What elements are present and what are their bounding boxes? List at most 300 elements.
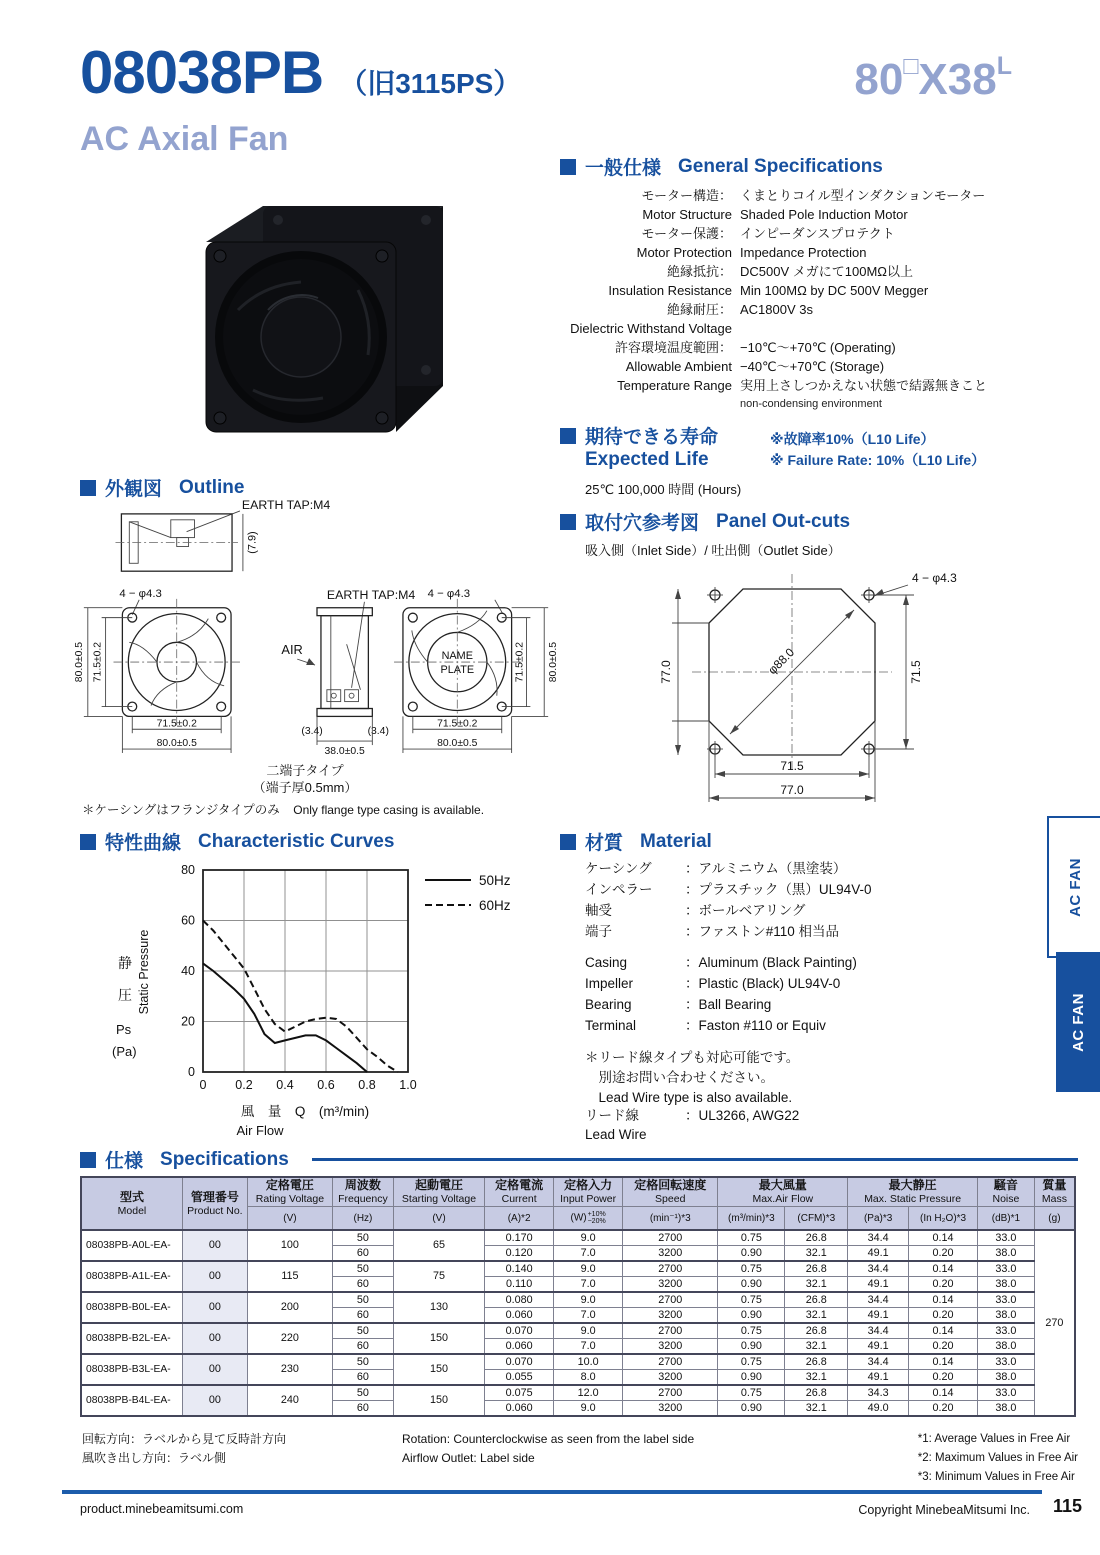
l-superscript: L	[996, 52, 1012, 80]
pressure-inh2o-cell: 0.14	[909, 1354, 978, 1370]
rotation-note-jp: 回転方向：ラベルから見て反時計方向 風吹き出し方向：ラベル側	[82, 1432, 287, 1465]
product-category: AC Axial Fan	[80, 120, 289, 158]
material-value: ：Aluminum (Black Painting)	[685, 955, 857, 970]
material-row	[585, 921, 871, 942]
general-spec-row	[560, 300, 1046, 319]
frequency-cell: 50	[333, 1354, 394, 1370]
input-power-cell: 7.0	[554, 1308, 623, 1324]
material-en-list	[585, 952, 857, 1036]
material-label: ケーシング	[585, 861, 652, 876]
y-tick-label: 0	[188, 1065, 195, 1079]
pressure-inh2o-cell: 0.14	[909, 1230, 978, 1246]
product-no-cell: 00	[182, 1292, 247, 1323]
input-power-cell: 7.0	[554, 1246, 623, 1262]
dim-80-left-label: 80.0±0.5	[73, 641, 85, 683]
pressure-pa-cell: 49.1	[848, 1339, 909, 1355]
rating-voltage-cell: 220	[247, 1323, 332, 1354]
specifications-table	[80, 1176, 1076, 1417]
general-spec-row	[560, 338, 1046, 357]
material-row	[585, 858, 871, 879]
dim-715-bottom-label: 71.5	[780, 759, 804, 773]
speed-cell: 3200	[623, 1339, 718, 1355]
current-cell: 0.060	[485, 1308, 554, 1324]
table-row	[81, 1354, 1075, 1370]
air-flow-label: AIR	[281, 642, 303, 658]
section-square-icon	[80, 480, 96, 496]
material-value: ：ボールベアリング	[685, 903, 806, 918]
col-max-static-pressure: 最大静圧 Max. Static Pressure	[848, 1177, 978, 1207]
frequency-cell: 50	[333, 1323, 394, 1339]
pressure-pa-cell: 49.1	[848, 1277, 909, 1293]
airflow-cfm-cell: 26.8	[785, 1323, 848, 1339]
spec-value: 実用上さしつかえない状態で結露無きこと	[740, 378, 988, 393]
general-spec-row	[560, 224, 1046, 243]
material-note-line: ＊リード線タイプも対応可能です。	[585, 1050, 800, 1065]
spec-label	[560, 395, 732, 414]
spec-value: AC1800V 3s	[740, 302, 813, 317]
pressure-inh2o-cell: 0.20	[909, 1246, 978, 1262]
speed-cell: 2700	[623, 1385, 718, 1401]
general-spec-row	[560, 243, 1046, 262]
product-no-cell: 00	[182, 1323, 247, 1354]
ylabel-ps: Ps	[116, 1022, 132, 1037]
frequency-cell: 50	[333, 1230, 394, 1246]
panel-outcut-drawing	[612, 560, 1048, 818]
frequency-cell: 60	[333, 1370, 394, 1386]
dim-715-bottom-rear: 71.5±0.2	[437, 718, 478, 730]
pressure-inh2o-cell: 0.14	[909, 1292, 978, 1308]
airflow-cfm-cell: 32.1	[785, 1339, 848, 1355]
dim-77-bottom-label: 77.0	[780, 783, 804, 797]
asterisk-notes	[918, 1430, 1078, 1487]
size-code: $80^□X38^L$	[854, 52, 1012, 104]
spec-label: 絶縁耐圧：	[666, 302, 732, 317]
spec-label: 絶縁抵抗：	[666, 264, 732, 279]
fan-hub	[261, 297, 341, 377]
material-jp-list	[585, 858, 871, 942]
speed-cell: 3200	[623, 1277, 718, 1293]
table-footnotes	[82, 1430, 1078, 1487]
product-no-cell: 00	[182, 1261, 247, 1292]
material-value: ：アルミニウム（黒塗装）	[685, 861, 847, 876]
table-row	[81, 1292, 1075, 1308]
dim-77-left-label: 77.0	[659, 660, 673, 684]
general-spec-row	[560, 186, 1046, 205]
airflow-cfm-cell: 32.1	[785, 1308, 848, 1324]
frequency-cell: 50	[333, 1292, 394, 1308]
old-model-number: （旧3115PS）	[339, 68, 522, 99]
current-cell: 0.055	[485, 1370, 554, 1386]
input-power-cell: 9.0	[554, 1323, 623, 1339]
airflow-m3-cell: 0.75	[718, 1354, 785, 1370]
unit-starting: (V)	[393, 1207, 484, 1231]
unit-airflow-m3: (m³/min)*3	[718, 1207, 785, 1231]
y-tick-label: 60	[181, 913, 195, 928]
spec-label: 許容環境温度範囲：	[614, 340, 732, 355]
x-tick-label: 0.4	[276, 1078, 294, 1092]
section-rule	[312, 1158, 1078, 1161]
model-cell: 08038PB-B2L-EA-	[81, 1323, 182, 1354]
dim-715-left-label: 71.5±0.2	[92, 641, 104, 683]
footer-copyright: Copyright MinebeaMitsumi Inc.	[858, 1503, 1030, 1517]
noise-cell: 38.0	[978, 1308, 1035, 1324]
pressure-inh2o-cell: 0.20	[909, 1339, 978, 1355]
pressure-pa-cell: 34.3	[848, 1385, 909, 1401]
general-spec-row	[560, 357, 1046, 376]
table-row	[81, 1230, 1075, 1246]
starting-voltage-cell: 65	[393, 1230, 484, 1261]
outline-drawing	[72, 496, 562, 759]
square-superscript: □	[903, 52, 919, 80]
col-product-no: 管理番号 Product No.	[182, 1177, 247, 1230]
model-number: 08038PB	[80, 39, 324, 106]
rating-voltage-cell: 115	[247, 1261, 332, 1292]
col-mass: 質量 Mass	[1034, 1177, 1075, 1207]
airflow-cfm-cell: 26.8	[785, 1261, 848, 1277]
airflow-m3-cell: 0.75	[718, 1230, 785, 1246]
unit-speed: (min⁻¹)*3	[623, 1207, 718, 1231]
airflow-m3-cell: 0.90	[718, 1339, 785, 1355]
noise-cell: 38.0	[978, 1339, 1035, 1355]
unit-mass: (g)	[1034, 1207, 1075, 1231]
lead-wire-spec: リード線 ：UL3266, AWG22 Lead Wire	[585, 1108, 800, 1142]
current-cell: 0.120	[485, 1246, 554, 1262]
airflow-m3-cell: 0.90	[718, 1246, 785, 1262]
noise-cell: 33.0	[978, 1385, 1035, 1401]
starting-voltage-cell: 75	[393, 1261, 484, 1292]
material-note-line: 別途お問い合わせください。	[585, 1070, 774, 1085]
current-cell: 0.080	[485, 1292, 554, 1308]
section-square-icon	[80, 1152, 96, 1168]
y-tick-label: 40	[181, 964, 195, 978]
terminal-type-note: 二端子タイプ （端子厚0.5mm）	[252, 763, 358, 795]
pressure-pa-cell: 34.4	[848, 1292, 909, 1308]
material-label: Bearing	[585, 997, 632, 1012]
dim-80-bottom-front: 80.0±0.5	[156, 738, 197, 750]
ylabel-jp-1: 静	[118, 955, 132, 971]
col-starting-voltage: 起動電圧 Starting Voltage	[393, 1177, 484, 1207]
table-row	[81, 1261, 1075, 1277]
legend-50hz-label: 50Hz	[479, 873, 511, 888]
side-tab-ac-fan-outline[interactable]: AC FAN	[1047, 816, 1100, 958]
frequency-cell: 50	[333, 1385, 394, 1401]
failure-rate-note-jp: ※故障率10%（L10 Life）	[770, 430, 935, 447]
expected-life-value: 25℃ 100,000 時間 (Hours)	[585, 482, 742, 497]
spec-value: インピーダンスプロテクト	[740, 226, 895, 241]
section-square-icon	[560, 428, 576, 444]
earth-tap-label-mid: EARTH TAP:M4	[326, 587, 416, 602]
section-square-icon	[80, 834, 96, 850]
product-no-cell: 00	[182, 1354, 247, 1385]
pressure-pa-cell: 34.4	[848, 1354, 909, 1370]
dim-38-label: 38.0±0.5	[324, 745, 365, 757]
dim-715-right-label: 71.5	[909, 660, 923, 684]
general-spec-row	[560, 262, 1046, 281]
frequency-cell: 60	[333, 1246, 394, 1262]
input-power-cell: 9.0	[554, 1292, 623, 1308]
spec-label: Motor Structure	[642, 207, 732, 222]
spec-label: Allowable Ambient	[625, 359, 732, 374]
spec-label: Dielectric Withstand Voltage	[570, 321, 732, 336]
holes-callout-label: 4 − φ4.3	[912, 571, 957, 585]
unit-noise: (dB)*1	[978, 1207, 1035, 1231]
rating-voltage-cell: 240	[247, 1385, 332, 1416]
frequency-cell: 50	[333, 1261, 394, 1277]
spec-value: non-condensing environment	[740, 398, 882, 410]
material-value: ：Plastic (Black) UL94V-0	[685, 976, 841, 991]
material-value: ：ファストン#110 相当品	[685, 924, 840, 939]
input-power-cell: 10.0	[554, 1354, 623, 1370]
unit-airflow-cfm: (CFM)*3	[785, 1207, 848, 1231]
col-input-power: 定格入力 Input Power	[554, 1177, 623, 1207]
input-power-cell: 12.0	[554, 1385, 623, 1401]
material-label: Terminal	[585, 1018, 637, 1033]
spec-value: DC500V メガにて100MΩ以上	[740, 264, 913, 279]
product-no-cell: 00	[182, 1230, 247, 1261]
earth-tap-label-top: EARTH TAP:M4	[241, 497, 331, 512]
material-value: ：プラスチック（黒）UL94V-0	[685, 882, 872, 897]
section-expected-life: 期待できる寿命 ※故障率10%（L10 Life） Expected Life ※ Failure Rate: 10%（L10 Life） 25℃ 100,000 時間 (Hours)	[560, 422, 1046, 498]
general-spec-row	[560, 281, 1046, 300]
material-row	[585, 879, 871, 900]
fan-photo	[168, 190, 468, 462]
side-tab-ac-fan-solid[interactable]: AC FAN	[1056, 952, 1100, 1092]
unit-frequency: (Hz)	[333, 1207, 394, 1231]
x-tick-label: 0.8	[358, 1078, 376, 1092]
page-number: 115	[1052, 1496, 1082, 1516]
section-square-icon	[560, 514, 576, 530]
starting-voltage-cell: 150	[393, 1323, 484, 1354]
model-cell: 08038PB-B3L-EA-	[81, 1354, 182, 1385]
pressure-pa-cell: 49.1	[848, 1308, 909, 1324]
dim-715-bottom-front: 71.5±0.2	[156, 718, 197, 730]
footer-rule	[62, 1490, 1042, 1494]
model-cell: 08038PB-A1L-EA-	[81, 1261, 182, 1292]
airflow-cfm-cell: 26.8	[785, 1292, 848, 1308]
lead-wire-note	[585, 1048, 799, 1108]
y-tick-label: 80	[181, 863, 195, 877]
spec-value: Shaded Pole Induction Motor	[740, 207, 908, 222]
xlabel-en: Air Flow	[236, 1123, 284, 1138]
airflow-cfm-cell: 32.1	[785, 1401, 848, 1417]
airflow-m3-cell: 0.90	[718, 1308, 785, 1324]
pressure-inh2o-cell: 0.20	[909, 1401, 978, 1417]
failure-rate-note-en: ※ Failure Rate: 10%（L10 Life）	[770, 452, 986, 468]
rotation-note-en: Rotation: Counterclockwise as seen from the label side Airflow Outlet: Label side	[402, 1432, 695, 1465]
general-spec-row	[560, 205, 1046, 224]
material-label: インペラー	[585, 882, 653, 897]
section-panel-outcuts: 取付穴参考図 Panel Out-cuts	[560, 508, 850, 535]
model-cell: 08038PB-B0L-EA-	[81, 1292, 182, 1323]
pressure-pa-cell: 34.4	[848, 1230, 909, 1246]
spec-label: モーター保護：	[641, 226, 732, 241]
noise-cell: 38.0	[978, 1401, 1035, 1417]
starting-voltage-cell: 150	[393, 1385, 484, 1416]
airflow-m3-cell: 0.90	[718, 1277, 785, 1293]
name-plate-line1: NAME	[441, 650, 473, 663]
col-frequency: 周波数 Frequency	[333, 1177, 394, 1207]
pressure-inh2o-cell: 0.14	[909, 1323, 978, 1339]
airflow-cfm-cell: 26.8	[785, 1354, 848, 1370]
airflow-m3-cell: 0.75	[718, 1292, 785, 1308]
material-label: Casing	[585, 955, 628, 970]
airflow-m3-cell: 0.90	[718, 1401, 785, 1417]
holes-label-front: 4 − φ4.3	[119, 587, 162, 600]
speed-cell: 2700	[623, 1292, 718, 1308]
material-row	[585, 973, 857, 994]
spec-value: −10℃～+70℃ (Operating)	[740, 340, 896, 355]
pressure-pa-cell: 49.1	[848, 1246, 909, 1262]
rating-voltage-cell: 230	[247, 1354, 332, 1385]
panel-outcuts-subtitle: 吸入側（Inlet Side）/ 吐出側（Outlet Side）	[585, 543, 841, 558]
section-outline: 外観図 Outline	[80, 474, 244, 501]
asterisk-note-line: *3: Minimum Values in Free Air	[917, 1471, 1075, 1483]
airflow-cfm-cell: 26.8	[785, 1385, 848, 1401]
col-rating-voltage: 定格電圧 Rating Voltage	[247, 1177, 332, 1207]
material-row	[585, 994, 857, 1015]
pressure-inh2o-cell: 0.20	[909, 1308, 978, 1324]
airflow-cfm-cell: 32.1	[785, 1277, 848, 1293]
noise-cell: 38.0	[978, 1277, 1035, 1293]
airflow-m3-cell: 0.90	[718, 1370, 785, 1386]
noise-cell: 33.0	[978, 1292, 1035, 1308]
starting-voltage-cell: 150	[393, 1354, 484, 1385]
pressure-pa-cell: 34.4	[848, 1323, 909, 1339]
current-cell: 0.140	[485, 1261, 554, 1277]
col-speed: 定格回転速度 Speed	[623, 1177, 718, 1207]
asterisk-note-line: *1: Average Values in Free Air	[917, 1433, 1071, 1445]
table-row	[81, 1323, 1075, 1339]
input-power-cell: 7.0	[554, 1339, 623, 1355]
ylabel-pa: (Pa)	[112, 1044, 137, 1059]
material-row	[585, 1015, 857, 1036]
dim-79-label: (7.9)	[246, 531, 259, 554]
airflow-cfm-cell: 26.8	[785, 1230, 848, 1246]
speed-cell: 2700	[623, 1323, 718, 1339]
unit-pressure-inh2o: (In H₂O)*3	[909, 1207, 978, 1231]
general-spec-row	[560, 395, 1046, 414]
section-general-specifications: 一般仕様 General Specifications	[560, 153, 883, 180]
page-title	[80, 38, 521, 107]
general-spec-row	[560, 376, 1046, 395]
current-cell: 0.075	[485, 1385, 554, 1401]
pressure-inh2o-cell: 0.20	[909, 1277, 978, 1293]
dim-34-right: (3.4)	[367, 726, 389, 738]
spec-value: Impedance Protection	[740, 245, 867, 260]
current-cell: 0.060	[485, 1401, 554, 1417]
material-value: ：Faston #110 or Equiv	[685, 1018, 826, 1033]
speed-cell: 2700	[623, 1261, 718, 1277]
noise-cell: 33.0	[978, 1354, 1035, 1370]
x-tick-label: 0.6	[317, 1078, 335, 1092]
frequency-cell: 60	[333, 1308, 394, 1324]
spec-value: Min 100MΩ by DC 500V Megger	[740, 283, 929, 298]
spec-label: Motor Protection	[636, 245, 732, 260]
input-power-cell: 9.0	[554, 1261, 623, 1277]
col-model: 型式 Model	[81, 1177, 182, 1230]
col-max-airflow: 最大風量 Max.Air Flow	[718, 1177, 848, 1207]
material-row	[585, 900, 871, 921]
diameter-88-label: φ88.0	[765, 645, 798, 678]
general-spec-list	[560, 186, 1046, 414]
unit-voltage: (V)	[247, 1207, 332, 1231]
general-spec-row	[560, 319, 1046, 338]
pressure-pa-cell: 49.0	[848, 1401, 909, 1417]
input-power-cell: 9.0	[554, 1230, 623, 1246]
input-power-cell: 7.0	[554, 1277, 623, 1293]
pressure-inh2o-cell: 0.20	[909, 1370, 978, 1386]
current-cell: 0.070	[485, 1323, 554, 1339]
noise-cell: 33.0	[978, 1230, 1035, 1246]
x-tick-label: 1.0	[399, 1078, 417, 1092]
speed-cell: 3200	[623, 1370, 718, 1386]
airflow-m3-cell: 0.75	[718, 1261, 785, 1277]
input-power-cell: 9.0	[554, 1401, 623, 1417]
current-cell: 0.070	[485, 1354, 554, 1370]
section-material: 材質 Material	[560, 828, 712, 855]
airflow-cfm-cell: 32.1	[785, 1246, 848, 1262]
material-label: Impeller	[585, 976, 634, 991]
airflow-m3-cell: 0.75	[718, 1385, 785, 1401]
starting-voltage-cell: 130	[393, 1292, 484, 1323]
unit-pressure-pa: (Pa)*3	[848, 1207, 909, 1231]
ylabel-en: Static Pressure	[137, 929, 151, 1015]
col-noise: 騒音 Noise	[978, 1177, 1035, 1207]
material-label: 軸受	[585, 903, 612, 918]
speed-cell: 3200	[623, 1401, 718, 1417]
material-label: 端子	[585, 924, 612, 939]
y-tick-label: 20	[181, 1014, 195, 1029]
casing-note: ＊ケーシングはフランジタイプのみ Only flange type casing is available.	[82, 803, 485, 817]
noise-cell: 33.0	[978, 1261, 1035, 1277]
pressure-inh2o-cell: 0.14	[909, 1385, 978, 1401]
pressure-pa-cell: 49.1	[848, 1370, 909, 1386]
section-square-icon	[560, 159, 576, 175]
x-tick-label: 0	[199, 1078, 207, 1092]
model-cell: 08038PB-B4L-EA-	[81, 1385, 182, 1416]
speed-cell: 2700	[623, 1354, 718, 1370]
section-specifications: 仕様 Specifications	[80, 1146, 1078, 1173]
section-square-icon	[560, 834, 576, 850]
series-60hz-line	[203, 921, 398, 1073]
dim-715-right-rear: 71.5±0.2	[514, 641, 526, 683]
input-power-cell: 8.0	[554, 1370, 623, 1386]
current-cell: 0.060	[485, 1339, 554, 1355]
legend-60hz-label: 60Hz	[479, 898, 511, 913]
noise-cell: 38.0	[978, 1370, 1035, 1386]
dim-34-left: (3.4)	[301, 726, 323, 738]
airflow-m3-cell: 0.75	[718, 1323, 785, 1339]
spec-value: −40℃～+70℃ (Storage)	[740, 359, 885, 374]
name-plate-line2: PLATE	[440, 663, 475, 676]
col-current: 定格電流 Current	[485, 1177, 554, 1207]
ylabel-jp-2: 圧	[118, 987, 132, 1003]
spec-label: モーター構造：	[641, 188, 732, 203]
unit-input-power: (W) +10% −20%	[554, 1207, 623, 1231]
material-note-line: Lead Wire type is also available.	[585, 1090, 793, 1105]
footer-url[interactable]: product.minebeamitsumi.com	[80, 1502, 244, 1516]
section-characteristic-curves: 特性曲線 Characteristic Curves	[80, 828, 394, 855]
asterisk-note-line: *2: Maximum Values in Free Air	[917, 1452, 1078, 1464]
table-row	[81, 1385, 1075, 1401]
current-cell: 0.170	[485, 1230, 554, 1246]
spec-label: Insulation Resistance	[608, 283, 732, 298]
rating-voltage-cell: 100	[247, 1230, 332, 1261]
unit-current: (A)*2	[485, 1207, 554, 1231]
pressure-inh2o-cell: 0.14	[909, 1261, 978, 1277]
holes-label-rear: 4 − φ4.3	[427, 587, 471, 600]
frequency-cell: 60	[333, 1339, 394, 1355]
